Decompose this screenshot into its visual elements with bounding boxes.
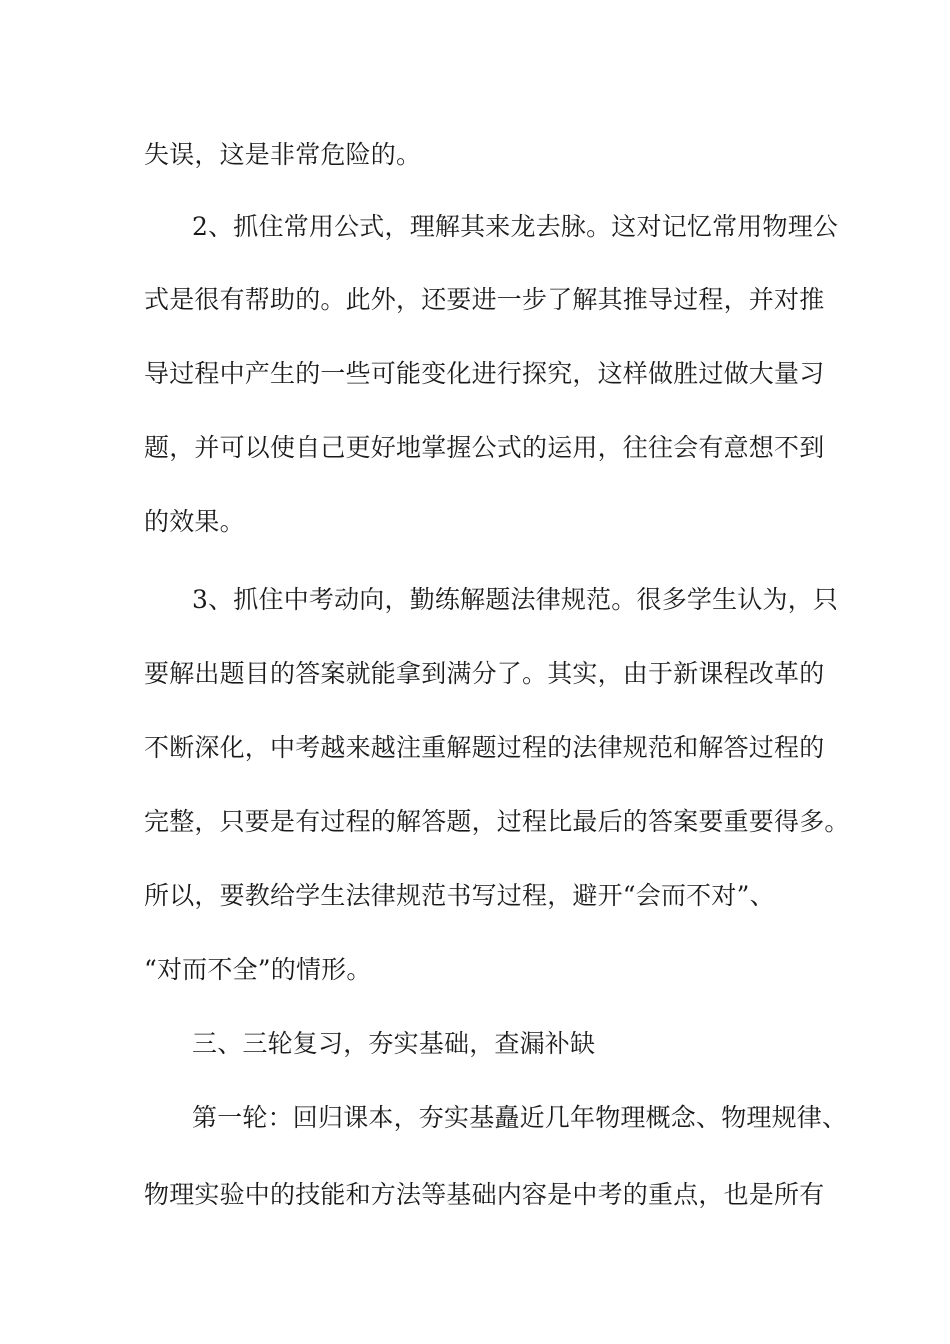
paragraph-start: 2、抓住常用公式，理解其来龙去脉。这对记忆常用物理公	[192, 212, 839, 241]
text-line: 物理实验中的技能和方法等基础内容是中考的重点，也是所有	[144, 1180, 825, 1209]
text-line: 不断深化，中考越来越注重解题过程的法律规范和解答过程的	[144, 733, 825, 762]
section-heading: 三、三轮复习，夯实基础，查漏补缺	[192, 1029, 596, 1058]
paragraph-start: 3、抓住中考动向，勤练解题法律规范。很多学生认为，只	[192, 585, 839, 614]
text-line: 失误，这是非常危险的。	[144, 140, 422, 169]
text-line: “对而不全”的情形。	[144, 955, 372, 984]
text-line: 要解出题目的答案就能拿到满分了。其实，由于新课程改革的	[144, 659, 825, 688]
text-line: 的效果。	[144, 507, 245, 536]
text-line: 导过程中产生的一些可能变化进行探究，这样做胜过做大量习	[144, 359, 825, 388]
text-line: 题，并可以使自己更好地掌握公式的运用，往往会有意想不到	[144, 433, 825, 462]
paragraph-start: 第一轮：回归课本，夯实基矗近几年物理概念、物理规律、	[192, 1103, 848, 1132]
text-line: 式是很有帮助的。此外，还要进一步了解其推导过程，并对推	[144, 285, 825, 314]
text-line: 所以，要教给学生法律规范书写过程，避开“会而不对”、	[144, 881, 775, 910]
text-line: 完整，只要是有过程的解答题，过程比最后的答案要重要得多。	[144, 807, 850, 836]
